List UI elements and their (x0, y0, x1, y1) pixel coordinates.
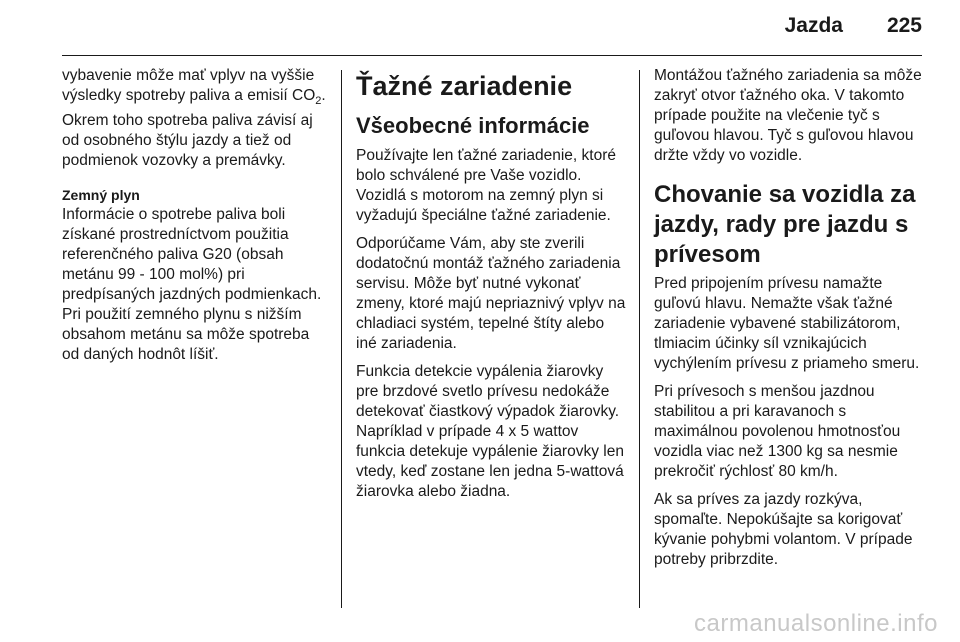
paragraph (62, 66, 330, 171)
header-rule (62, 55, 922, 56)
column-left (62, 66, 330, 373)
paragraph: Montážou ťažného zariadenia sa môže zakryť otvor ťažného oka. V takomto prípade použite na vlečenie tyč s guľovou hlavou. Tyč s guľovou hlavou držte vždy vo vozidle. (654, 67, 922, 164)
column-right (654, 66, 926, 578)
paragraph: Odporúčame Vám, aby ste zverili dodatočnú montáž ťažného zariadenia servisu. Môže byť nutné vykonať zmeny, ktoré majú nepriaznivý vplyv na chladiaci systém, tepelné štíty alebo iné zariadenia. (356, 235, 626, 352)
watermark: carmanualsonline.info (694, 610, 938, 637)
column-middle (356, 66, 628, 510)
page-header (0, 0, 960, 56)
section-heading: Ťažné zariadenie (356, 71, 573, 101)
column-divider-2 (639, 70, 640, 608)
paragraph: Ak sa príves za jazdy rozkýva, spomaľte. Nepokúšajte sa korigovať kývanie pohybmi volantom. V prípade potreby pribrzdite. (654, 491, 913, 568)
subsection-heading: Všeobecné informácie (356, 113, 590, 138)
subscript: 2 (315, 95, 322, 108)
page-number: 225 (886, 14, 922, 37)
paragraph: Pri prívesoch s menšou jazdnou stabilitou a pri karavanoch s maximálnou povolenou hmotnosťou vozidla viac než 1300 kg sa nesmie prekročiť rýchlosť 80 km/h. (654, 383, 901, 480)
paragraph: Používajte len ťažné zariadenie, ktoré bolo schválené pre Vaše vozidlo. Vozidlá s motorom na zemný plyn si vyžadujú špeciálne ťažné zariadenie. (356, 147, 616, 224)
paragraph: Funkcia detekcie vypálenia žiarovky pre brzdové svetlo prívesu nedokáže detekovať čiastkový výpadok žiarovky. Napríklad v prípade 4 x 5 wattov funkcia detekuje vypálenie žiarovky len vtedy, keď zostane len jedna 5-wattová žiarovka alebo žiadna. (356, 363, 624, 500)
paragraph: Informácie o spotrebe paliva boli získané prostredníctvom použitia referenčného paliva G20 (obsah metánu 99 - 100 mol%) pri predpísaných jazdných podmienkach. Pri použití zemného plynu s nižším obsahom metánu sa môže spotreba od daných hodnôt líšiť. (62, 206, 322, 364)
text: vybavenie môže mať vplyv na vyššie výsledky spotreby paliva a emisií CO (62, 67, 316, 104)
column-divider-1 (341, 70, 342, 608)
text: . Okrem toho spotreba paliva závisí aj od osobného štýlu jazdy a tiež od podmienok vozovky a premávky. (62, 87, 326, 170)
paragraph: Pred pripojením prívesu namažte guľovú hlavu. Nemažte však ťažné zariadenie vybavené stabilizátorom, tlmiacim účinky síl vznikajúcich vychýlením prívesu z priameho smeru. (654, 275, 920, 372)
subsection-heading: Chovanie sa vozidla za jazdy, rady pre jazdu s prívesom (654, 181, 916, 268)
subheading-natural-gas: Zemný plyn (62, 187, 140, 204)
section-title: Jazda (784, 14, 843, 37)
